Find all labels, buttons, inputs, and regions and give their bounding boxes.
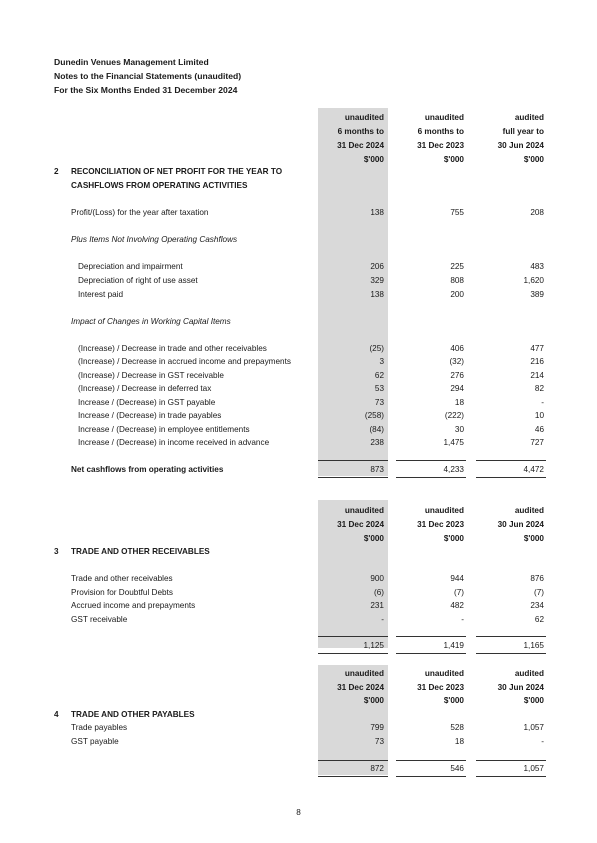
row-label: Depreciation of right of use asset	[78, 276, 198, 285]
total-label: Net cashflows from operating activities	[71, 465, 224, 474]
cell-value: 225	[450, 262, 464, 271]
total-rule	[476, 460, 546, 461]
total-rule	[396, 760, 466, 761]
total-rule	[318, 460, 388, 461]
total-rule	[476, 760, 546, 761]
column-header: unaudited	[344, 506, 384, 515]
total-rule	[318, 636, 388, 637]
period-title: For the Six Months Ended 31 December 2024	[54, 85, 238, 95]
cell-value: 482	[450, 601, 464, 610]
cell-value: 329	[370, 276, 384, 285]
row-label: GST receivable	[71, 615, 128, 624]
note-title: TRADE AND OTHER RECEIVABLES	[71, 547, 210, 556]
row-label: (Increase) / Decrease in accrued income and prepayments	[78, 357, 291, 366]
cell-value: 214	[530, 371, 544, 380]
column-header: audited	[514, 113, 544, 122]
row-label: Trade payables	[71, 723, 128, 732]
cell-value: 876	[530, 574, 544, 583]
cell-value: (6)	[373, 588, 384, 597]
cell-value: -	[461, 615, 464, 624]
cell-value: 238	[370, 438, 384, 447]
cell-value: 62	[534, 615, 544, 624]
column-header: 31 Dec 2023	[417, 683, 464, 692]
total-rule	[396, 636, 466, 637]
column-header: unaudited	[344, 113, 384, 122]
row-label: GST payable	[71, 737, 119, 746]
cell-value: -	[381, 615, 384, 624]
column-header: $'000	[363, 534, 384, 543]
cell-value: 234	[530, 601, 544, 610]
row-label: Depreciation and impairment	[78, 262, 183, 271]
total-value: 1,125	[363, 641, 384, 650]
total-rule	[318, 776, 388, 777]
row-label: Provision for Doubtful Debts	[71, 588, 173, 597]
cell-value: -	[541, 398, 544, 407]
cell-value: 10	[534, 411, 544, 420]
total-rule	[476, 653, 546, 654]
cell-value: 900	[370, 574, 384, 583]
column-header: $'000	[363, 155, 384, 164]
cell-value: 18	[454, 737, 464, 746]
total-value: 4,472	[523, 465, 544, 474]
page-number: 8	[296, 808, 301, 817]
total-value: 873	[370, 465, 384, 474]
column-header: $'000	[363, 696, 384, 705]
cell-value: 46	[534, 425, 544, 434]
column-header: 31 Dec 2023	[417, 141, 464, 150]
row-label: (Increase) / Decrease in GST receivable	[78, 371, 224, 380]
cell-value: 294	[450, 384, 464, 393]
cell-value: (7)	[533, 588, 544, 597]
cell-value: 1,475	[443, 438, 464, 447]
column-header: unaudited	[424, 113, 464, 122]
cell-value: 138	[370, 208, 384, 217]
column-header: $'000	[443, 696, 464, 705]
column-header: audited	[514, 506, 544, 515]
cell-value: 528	[450, 723, 464, 732]
cell-value: 389	[530, 290, 544, 299]
cell-value: 18	[454, 398, 464, 407]
note-number: 2	[54, 167, 59, 176]
column-header: unaudited	[424, 506, 464, 515]
row-label: Profit/(Loss) for the year after taxation	[71, 208, 209, 217]
cell-value: 944	[450, 574, 464, 583]
section-subheading: Plus Items Not Involving Operating Cashflows	[71, 235, 238, 244]
total-value: 872	[370, 764, 384, 773]
note-title: TRADE AND OTHER PAYABLES	[71, 710, 195, 719]
cell-value: 1,620	[523, 276, 544, 285]
column-header: audited	[514, 669, 544, 678]
row-label: (Increase) / Decrease in deferred tax	[78, 384, 212, 393]
cell-value: -	[541, 737, 544, 746]
cell-value: 216	[530, 357, 544, 366]
row-label: Increase / (Decrease) in GST payable	[78, 398, 216, 407]
cell-value: 206	[370, 262, 384, 271]
cell-value: 477	[530, 344, 544, 353]
total-rule	[318, 653, 388, 654]
cell-value: 1,057	[523, 723, 544, 732]
cell-value: 406	[450, 344, 464, 353]
column-header: unaudited	[344, 669, 384, 678]
row-label: Trade and other receivables	[71, 574, 173, 583]
row-label: Increase / (Decrease) in employee entitlements	[78, 425, 250, 434]
section-subheading: Impact of Changes in Working Capital Items	[71, 317, 231, 326]
cell-value: 138	[370, 290, 384, 299]
column-header: full year to	[502, 127, 544, 136]
total-value: 4,233	[443, 465, 464, 474]
column-header: 30 Jun 2024	[497, 141, 544, 150]
cell-value: 276	[450, 371, 464, 380]
company-name: Dunedin Venues Management Limited	[54, 57, 209, 67]
column-header: $'000	[523, 534, 544, 543]
cell-value: 799	[370, 723, 384, 732]
column-header: $'000	[523, 155, 544, 164]
column-header: 6 months to	[337, 127, 384, 136]
note-number: 4	[54, 710, 59, 719]
row-label: Increase / (Decrease) in trade payables	[78, 411, 222, 420]
row-label: Increase / (Decrease) in income received in advance	[78, 438, 270, 447]
total-rule	[396, 477, 466, 478]
cell-value: 82	[534, 384, 544, 393]
cell-value: (222)	[444, 411, 464, 420]
cell-value: 231	[370, 601, 384, 610]
cell-value: 30	[454, 425, 464, 434]
total-rule	[396, 460, 466, 461]
notes-title: Notes to the Financial Statements (unaudited)	[54, 71, 242, 81]
total-value: 1,419	[443, 641, 464, 650]
column-header: 6 months to	[417, 127, 464, 136]
cell-value: 3	[379, 357, 384, 366]
total-rule	[318, 477, 388, 478]
cell-value: (258)	[364, 411, 384, 420]
total-value: 1,165	[523, 641, 544, 650]
column-header: $'000	[523, 696, 544, 705]
column-header: $'000	[443, 534, 464, 543]
total-rule	[476, 477, 546, 478]
total-rule	[396, 776, 466, 777]
column-header: unaudited	[424, 669, 464, 678]
column-header: 30 Jun 2024	[497, 520, 544, 529]
column-header: 31 Dec 2024	[337, 683, 384, 692]
cell-value: (25)	[369, 344, 384, 353]
cell-value: 808	[450, 276, 464, 285]
row-label: (Increase) / Decrease in trade and other receivables	[78, 344, 267, 353]
note-number: 3	[54, 547, 59, 556]
cell-value: 755	[450, 208, 464, 217]
cell-value: 208	[530, 208, 544, 217]
total-rule	[476, 776, 546, 777]
cell-value: 200	[450, 290, 464, 299]
cell-value: (84)	[369, 425, 384, 434]
cell-value: 73	[374, 398, 384, 407]
column-header: 31 Dec 2024	[337, 141, 384, 150]
cell-value: (32)	[449, 357, 464, 366]
cell-value: 73	[374, 737, 384, 746]
total-rule	[318, 760, 388, 761]
column-header: 30 Jun 2024	[497, 683, 544, 692]
cell-value: 483	[530, 262, 544, 271]
cell-value: 727	[530, 438, 544, 447]
total-rule	[476, 636, 546, 637]
row-label: Accrued income and prepayments	[71, 601, 196, 610]
total-value: 546	[450, 764, 464, 773]
note-title: RECONCILIATION OF NET PROFIT FOR THE YEAR TO	[71, 167, 283, 176]
note-title: CASHFLOWS FROM OPERATING ACTIVITIES	[71, 181, 248, 190]
cell-value: 62	[374, 371, 384, 380]
column-header: 31 Dec 2024	[337, 520, 384, 529]
column-header: 31 Dec 2023	[417, 520, 464, 529]
total-rule	[396, 653, 466, 654]
row-label: Interest paid	[78, 290, 124, 299]
column-header: $'000	[443, 155, 464, 164]
cell-value: (7)	[453, 588, 464, 597]
cell-value: 53	[374, 384, 384, 393]
total-value: 1,057	[523, 764, 544, 773]
